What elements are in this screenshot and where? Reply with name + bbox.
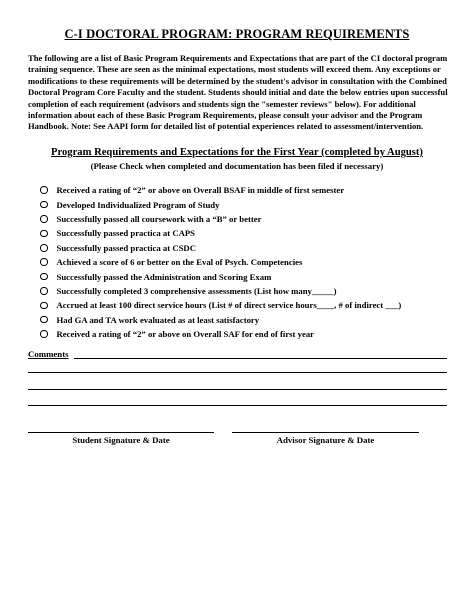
checkbox-circle-icon[interactable] [40, 201, 48, 209]
comments-line[interactable] [28, 405, 447, 406]
comments-line[interactable] [28, 389, 447, 390]
advisor-signature-label: Advisor Signature & Date [276, 435, 375, 445]
checkbox-circle-icon[interactable] [40, 244, 48, 252]
requirement-text: Accrued at least 100 direct service hours (List # of direct service hours____, # of indirect ___) [56, 300, 402, 311]
advisor-signature-line[interactable] [232, 432, 419, 433]
requirement-text: Had GA and TA work evaluated as at least satisfactory [56, 314, 260, 325]
requirements-checklist [40, 183, 460, 341]
requirement-text: Received a rating of “2” or above on Overall SAF for end of first year [56, 329, 315, 340]
requirement-text: Successfully passed practica at CSDC [56, 242, 196, 253]
requirement-text: Developed Individualized Program of Study [56, 199, 220, 210]
requirement-item [40, 327, 460, 341]
requirement-item [40, 241, 460, 255]
checkbox-circle-icon[interactable] [40, 302, 48, 310]
requirement-text: Successfully completed 3 comprehensive assessments (List how many_____) [56, 285, 337, 296]
checkbox-circle-icon[interactable] [40, 287, 48, 295]
requirement-item [40, 313, 460, 327]
page-title: C-I DOCTORAL PROGRAM: PROGRAM REQUIREMENTS [64, 27, 410, 41]
requirement-item [40, 255, 460, 269]
student-signature-label: Student Signature & Date [72, 435, 170, 445]
requirement-item [40, 298, 460, 312]
requirement-item [40, 197, 460, 211]
comments-line[interactable] [28, 372, 447, 373]
section-heading: Program Requirements and Expectations for the First Year (completed by August) [51, 147, 423, 158]
intro-paragraph: The following are a list of Basic Program Requirements and Expectations that are part of the CI doctoral program training sequence. These are seen as the minimal expectations, most students will exceed them. Any exceptions or modifications to these requirements will be determined by the student's advisor in consultation with the Combined Doctoral Program Core Faculty and the student. Students should initial and date the below entries upon successful completion of each requirement (advisors and students sign the "semester reviews" below). For additional information about each of these Basic Program Requirements, please consult your advisor and the Program Handbook. Note: See AAPI form for detailed list of potential experiences related to assessment/intervention. [28, 53, 448, 132]
requirement-item [40, 212, 460, 226]
requirement-text: Successfully passed practica at CAPS [56, 228, 196, 239]
student-signature-line[interactable] [28, 432, 214, 433]
checkbox-circle-icon[interactable] [40, 273, 48, 281]
section-subheading: (Please Check when completed and documentation has been filed if necessary) [90, 161, 384, 171]
checkbox-circle-icon[interactable] [40, 258, 48, 266]
requirement-text: Successfully passed all coursework with a “B” or better [56, 213, 262, 224]
requirement-text: Successfully passed the Administration and Scoring Exam [56, 271, 272, 282]
checkbox-circle-icon[interactable] [40, 316, 48, 324]
checkbox-circle-icon[interactable] [40, 330, 48, 338]
checkbox-circle-icon[interactable] [40, 186, 48, 194]
comments-label: Comments [28, 349, 69, 359]
comments-line[interactable] [74, 358, 447, 359]
requirement-item [40, 269, 460, 283]
requirement-item [40, 226, 460, 240]
requirement-item [40, 183, 460, 197]
requirement-item [40, 284, 460, 298]
requirement-text: Received a rating of “2” or above on Overall BSAF in middle of first semester [56, 185, 345, 196]
checkbox-circle-icon[interactable] [40, 230, 48, 238]
requirement-text: Achieved a score of 6 or better on the Eval of Psych. Competencies [56, 257, 303, 268]
checkbox-circle-icon[interactable] [40, 215, 48, 223]
